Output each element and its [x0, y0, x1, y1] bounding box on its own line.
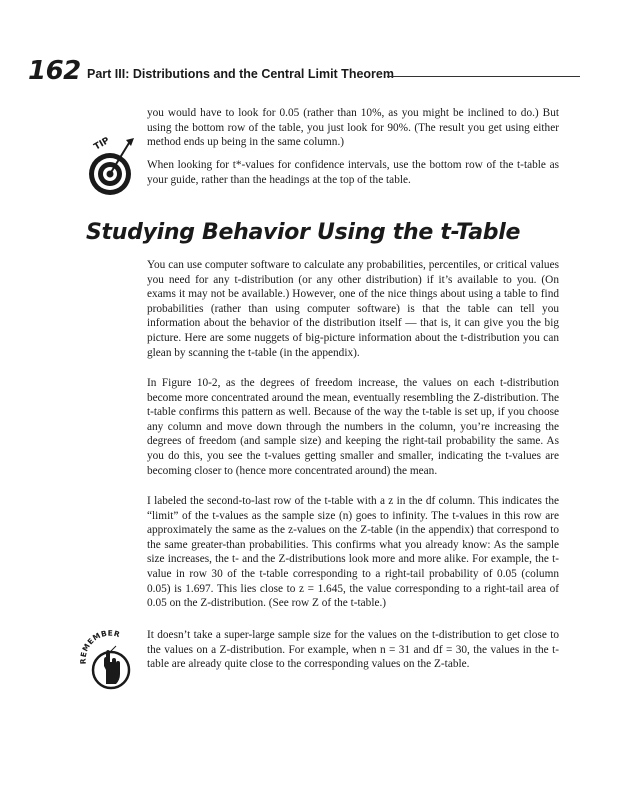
- page-number: 162: [28, 56, 81, 86]
- body-text-1: You can use computer software to calculate any probabilities, percentiles, or critical values you need for any t-distribution (or any other distribution) if it’s available to you. (On exams it may not be available.) However, one of the nice things about using a table to find probabilities (rather than using computer software) is that the table can tell you information about the behavior of the distribution itself — that is, it can give you the big picture. Here are some nuggets of big-picture information about the t-distribution you can glean by scanning the t-table (in the appendix).: [147, 259, 559, 359]
- section-heading: Studying Behavior Using the t-Table: [86, 220, 521, 245]
- continuation-text: you would have to look for 0.05 (rather than 10%, as you might be inclined to do.) But using the bottom row of the table, you just look for 90%. (The result you get using either method ends up being in the same column.): [147, 107, 559, 149]
- running-head: Part III: Distributions and the Central Limit Theorem: [87, 67, 394, 81]
- remember-hand-icon: [78, 626, 142, 692]
- tip-paragraph: [147, 158, 559, 187]
- tip-text: When looking for t*-values for confidence intervals, use the bottom row of the t-table as your guide, rather than the headings at the top of the table.: [147, 159, 559, 186]
- header-rule: [387, 76, 580, 77]
- remember-text: It doesn’t take a super-large sample size for the values on the t-distribution to get close to the values on a Z-distribution. For example, when n = 31 and df = 30, the values in the t-table are already quite close to the corresponding values on the Z-table.: [147, 629, 559, 671]
- tip-target-icon: [82, 134, 138, 200]
- body-paragraph-3: [147, 494, 559, 611]
- remember-paragraph: [147, 628, 559, 672]
- remember-icon-label: REMEMBER: [78, 628, 122, 665]
- body-text-3: I labeled the second-to-last row of the t-table with a z in the df column. This indicates the “limit” of the t-values as the sample size (n) goes to infinity. The t-values in this row are approximately the same as the z-values on the Z-table (in the appendix) that correspond to the same greater-than probabilities. This confirms what you already know: As the sample size increases, the t- and the Z-distributions look more and more alike. For example, the t-value in row 30 of the t-table corresponding to a right-tail probability of 0.05 (column 0.05) is 1.697. This lies close to z = 1.645, the value corresponding to a right-tail area of 0.05 on the Z-distribution. (See row Z of the t-table.): [147, 495, 559, 610]
- body-paragraph-2: [147, 376, 559, 478]
- body-paragraph-1: [147, 258, 559, 360]
- continuation-paragraph: [147, 106, 559, 150]
- tip-icon-label: TIP: [92, 135, 112, 153]
- body-text-2: In Figure 10-2, as the degrees of freedom increase, the values on each t-distribution become more concentrated around the mean, eventually resembling the Z-distribution. The t-table confirms this pattern as well. Because of the way the t-table is set up, if you choose any column and move down through the numbers in the column, you’re increasing the degrees of freedom (and sample size) and keeping the right-tail probability the same. As you do this, you see the t-values getting smaller and smaller, indicating the t-values are becoming closer to (hence more concentrated around) the mean.: [147, 377, 559, 477]
- page-header: [28, 56, 568, 90]
